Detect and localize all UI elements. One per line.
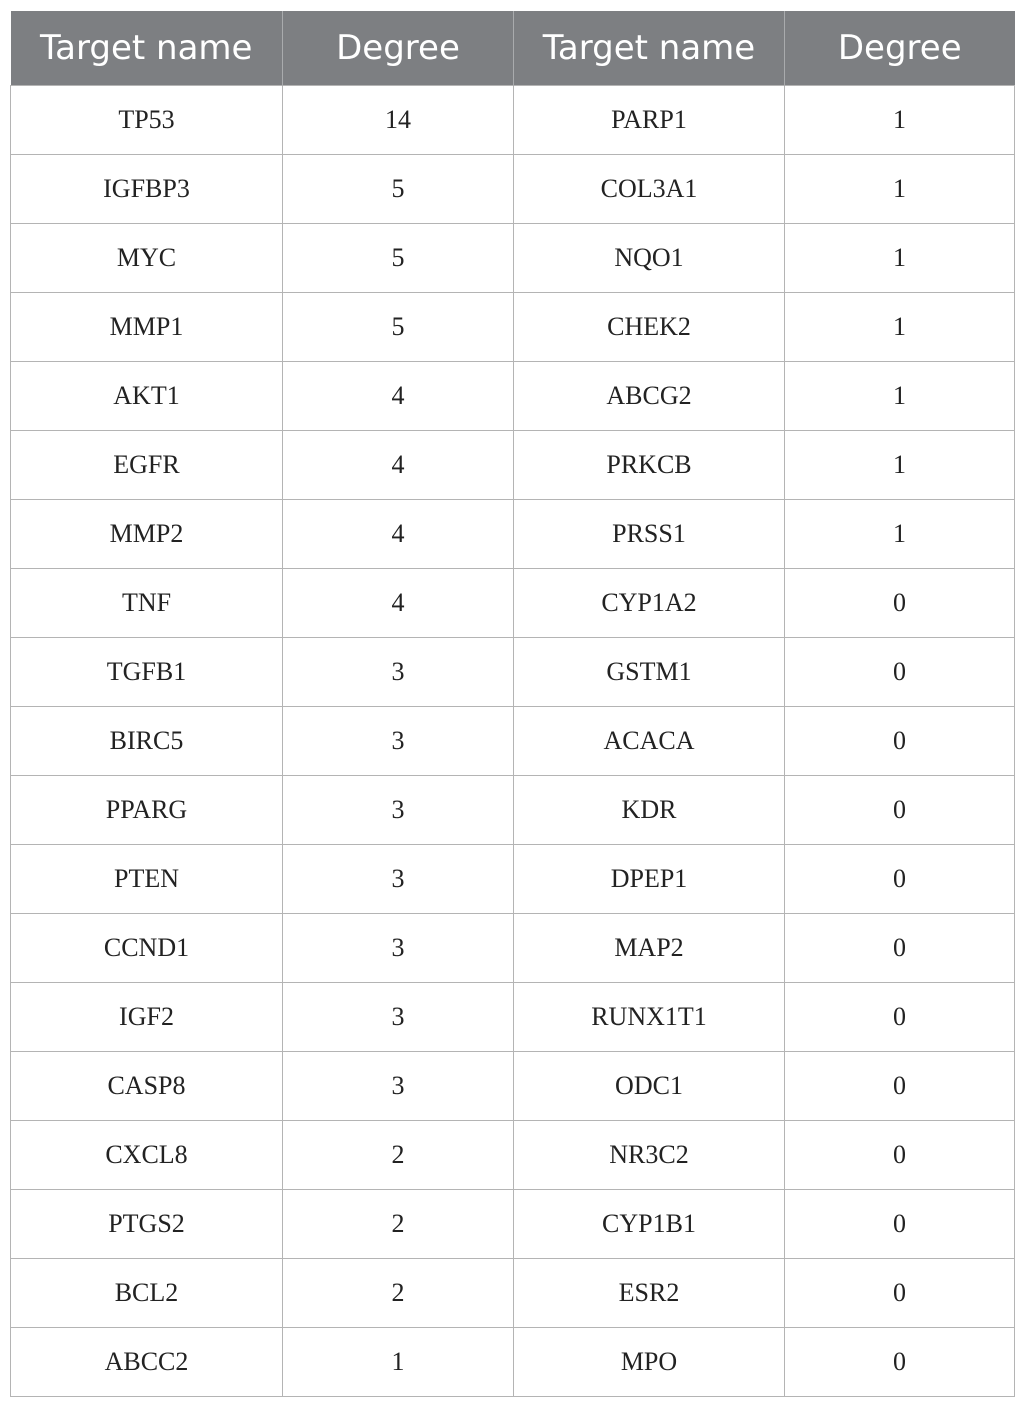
target-name-cell: IGF2 xyxy=(11,983,283,1052)
target-name-cell: TNF xyxy=(11,569,283,638)
table-header xyxy=(11,11,1015,86)
table-row xyxy=(11,1121,1015,1190)
degree-cell: 0 xyxy=(785,983,1015,1052)
target-name-cell: AKT1 xyxy=(11,362,283,431)
target-name-cell: MPO xyxy=(514,1328,785,1397)
table-row xyxy=(11,776,1015,845)
degree-cell: 5 xyxy=(283,224,514,293)
target-name-cell: CYP1A2 xyxy=(514,569,785,638)
degree-cell: 0 xyxy=(785,638,1015,707)
table-row xyxy=(11,224,1015,293)
table-row xyxy=(11,1259,1015,1328)
target-name-cell: ODC1 xyxy=(514,1052,785,1121)
target-name-cell: NR3C2 xyxy=(514,1121,785,1190)
degree-cell: 0 xyxy=(785,1052,1015,1121)
target-name-cell: GSTM1 xyxy=(514,638,785,707)
degree-cell: 3 xyxy=(283,638,514,707)
target-name-cell: TP53 xyxy=(11,86,283,155)
table-row xyxy=(11,845,1015,914)
degree-cell: 4 xyxy=(283,431,514,500)
table-row xyxy=(11,569,1015,638)
header-degree-1: Degree xyxy=(283,11,514,86)
degree-cell: 0 xyxy=(785,914,1015,983)
degree-cell: 1 xyxy=(785,431,1015,500)
degree-cell: 1 xyxy=(785,293,1015,362)
degree-cell: 0 xyxy=(785,776,1015,845)
target-name-cell: EGFR xyxy=(11,431,283,500)
degree-cell: 3 xyxy=(283,983,514,1052)
degree-cell: 0 xyxy=(785,707,1015,776)
degree-cell: 0 xyxy=(785,1259,1015,1328)
degree-cell: 4 xyxy=(283,362,514,431)
table-row xyxy=(11,1052,1015,1121)
target-name-cell: ESR2 xyxy=(514,1259,785,1328)
target-name-cell: DPEP1 xyxy=(514,845,785,914)
target-name-cell: CXCL8 xyxy=(11,1121,283,1190)
degree-cell: 1 xyxy=(785,500,1015,569)
degree-cell: 1 xyxy=(785,155,1015,224)
header-target-name-1: Target name xyxy=(11,11,283,86)
degree-cell: 3 xyxy=(283,914,514,983)
degree-cell: 5 xyxy=(283,293,514,362)
target-name-cell: MMP1 xyxy=(11,293,283,362)
target-name-cell: PPARG xyxy=(11,776,283,845)
table-row xyxy=(11,1328,1015,1397)
target-name-cell: PARP1 xyxy=(514,86,785,155)
target-name-cell: BCL2 xyxy=(11,1259,283,1328)
target-name-cell: CASP8 xyxy=(11,1052,283,1121)
table-row xyxy=(11,1190,1015,1259)
degree-cell: 0 xyxy=(785,1328,1015,1397)
target-degree-table xyxy=(10,11,1015,1397)
table-row xyxy=(11,86,1015,155)
target-name-cell: MAP2 xyxy=(514,914,785,983)
target-name-cell: PRSS1 xyxy=(514,500,785,569)
degree-cell: 3 xyxy=(283,776,514,845)
degree-cell: 0 xyxy=(785,569,1015,638)
table-row xyxy=(11,983,1015,1052)
table-row xyxy=(11,707,1015,776)
target-name-cell: ABCC2 xyxy=(11,1328,283,1397)
target-name-cell: PRKCB xyxy=(514,431,785,500)
table-row xyxy=(11,293,1015,362)
target-name-cell: RUNX1T1 xyxy=(514,983,785,1052)
header-degree-2: Degree xyxy=(785,11,1015,86)
degree-cell: 3 xyxy=(283,707,514,776)
table-body xyxy=(11,86,1015,1397)
target-name-cell: COL3A1 xyxy=(514,155,785,224)
degree-cell: 2 xyxy=(283,1121,514,1190)
table-row xyxy=(11,155,1015,224)
degree-cell: 1 xyxy=(785,224,1015,293)
degree-cell: 0 xyxy=(785,1190,1015,1259)
target-name-cell: PTEN xyxy=(11,845,283,914)
header-target-name-2: Target name xyxy=(514,11,785,86)
degree-cell: 5 xyxy=(283,155,514,224)
target-name-cell: MMP2 xyxy=(11,500,283,569)
target-name-cell: BIRC5 xyxy=(11,707,283,776)
target-name-cell: MYC xyxy=(11,224,283,293)
degree-cell: 2 xyxy=(283,1259,514,1328)
table-row xyxy=(11,431,1015,500)
target-name-cell: ACACA xyxy=(514,707,785,776)
table-row xyxy=(11,638,1015,707)
degree-cell: 0 xyxy=(785,845,1015,914)
target-name-cell: KDR xyxy=(514,776,785,845)
degree-cell: 1 xyxy=(785,362,1015,431)
header-row xyxy=(11,11,1015,86)
degree-cell: 2 xyxy=(283,1190,514,1259)
degree-cell: 4 xyxy=(283,569,514,638)
target-name-cell: ABCG2 xyxy=(514,362,785,431)
target-name-cell: CYP1B1 xyxy=(514,1190,785,1259)
degree-cell: 3 xyxy=(283,845,514,914)
target-name-cell: PTGS2 xyxy=(11,1190,283,1259)
degree-cell: 1 xyxy=(785,86,1015,155)
target-name-cell: TGFB1 xyxy=(11,638,283,707)
target-name-cell: CHEK2 xyxy=(514,293,785,362)
table-row xyxy=(11,362,1015,431)
degree-cell: 3 xyxy=(283,1052,514,1121)
degree-cell: 14 xyxy=(283,86,514,155)
table-row xyxy=(11,914,1015,983)
target-name-cell: NQO1 xyxy=(514,224,785,293)
table-row xyxy=(11,500,1015,569)
degree-cell: 1 xyxy=(283,1328,514,1397)
target-name-cell: CCND1 xyxy=(11,914,283,983)
target-name-cell: IGFBP3 xyxy=(11,155,283,224)
degree-cell: 4 xyxy=(283,500,514,569)
degree-cell: 0 xyxy=(785,1121,1015,1190)
